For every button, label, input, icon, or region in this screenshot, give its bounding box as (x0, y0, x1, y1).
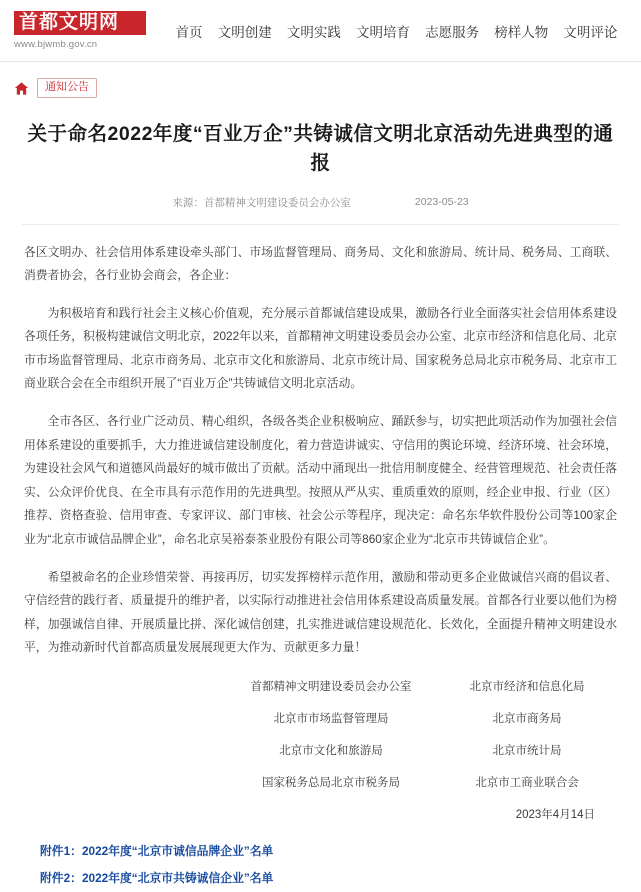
signature-row (24, 774, 611, 790)
signature-row (24, 678, 611, 694)
signature-cell: 北京市经济和信息化局 (469, 681, 585, 693)
nav-item-bangyangrenwu[interactable]: 榜样人物 (494, 24, 549, 40)
signature-cell: 首都精神文明建设委员会办公室 (250, 681, 412, 693)
site-header (0, 0, 641, 62)
nav-item-wenmingpeiyu[interactable]: 文明培育 (355, 24, 410, 40)
attachment-link-1[interactable]: 附件1：2022年度“北京市诚信品牌企业”名单 (40, 844, 274, 858)
page-title: 关于命名2022年度“百业万企”共铸诚信文明北京活动先进典型的通报 (27, 123, 614, 175)
main-nav (146, 15, 631, 47)
signature-cell: 北京市文化和旅游局 (279, 745, 383, 757)
nav-item-wenmingpinglun[interactable]: 文明评论 (563, 24, 618, 40)
signature-cell: 北京市市场监督管理局 (273, 713, 389, 725)
article-date: 2023-05-23 (414, 196, 469, 208)
signature-cell: 北京市商务局 (492, 713, 562, 725)
article-paragraph-2: 全市各区、各行业广泛动员、精心组织，各级各类企业积极响应、踊跃参与，切实把此项活动作为加强社会信用体系建设的重要抓手，大力推进诚信建设制度化，着力营造讲诚实、守信用的舆论环境、经济环境、社会环境，为建设社会风气和道德风尚最好的城市做出了贡献。活动中涌现出一批信用制度健全、经营管理规范、社会责任落实、公众评价优良、在全市具有示范作用的先进典型。按照从严从实、重质重效的原则，经企业申报、行业（区）推荐、资格查验、信用审查、专家评议、部门审核、社会公示等程序，现决定：命名东华软件股份公司等100家企业为“北京市诚信品牌企业”，命名北京吴裕泰茶业股份有限公司等860家企业为“北京市共铸诚信企业”。 (24, 414, 617, 547)
signature-cell: 国家税务总局北京市税务局 (262, 777, 400, 789)
signature-row (24, 710, 611, 726)
attachment-link-2[interactable]: 附件2：2022年度“北京市共铸诚信企业”名单 (40, 871, 274, 886)
breadcrumb (0, 62, 641, 106)
article-meta (0, 195, 641, 210)
article-body (0, 225, 641, 661)
nav-item-wenmingshijian[interactable]: 文明实践 (286, 24, 341, 40)
attachment-list (0, 832, 641, 892)
article-paragraph-0: 各区文明办、社会信用体系建设牵头部门、市场监督管理局、商务局、文化和旅游局、统计局、税务局、工商联、消费者协会，各行业协会商会，各企业： (24, 244, 617, 283)
nav-item-home[interactable]: 首页 (175, 24, 203, 40)
signature-block (0, 674, 641, 822)
logo-text: 首都文明网 (14, 11, 146, 36)
signature-date: 2023年4月14日 (515, 809, 595, 821)
nav-item-wenmingchuangjian[interactable]: 文明创建 (217, 24, 272, 40)
home-icon[interactable] (14, 81, 29, 96)
site-logo[interactable] (14, 11, 146, 51)
nav-item-zhiyuanfuwu[interactable]: 志愿服务 (425, 24, 480, 40)
article-paragraph-3: 希望被命名的企业珍惜荣誉、再接再厉，切实发挥榜样示范作用，激励和带动更多企业做诚信兴商的倡议者、守信经营的践行者、质量提升的维护者，以实际行动推进社会信用体系建设高质量发展。首都各行业要以他们为榜样，加强诚信自律、开展质量比拼、深化诚信创建，扎实推进诚信建设规范化、长效化，全面提升精神文明建设水平，为推动新时代首都高质量发展展现更大作为、贡献更多力量！ (24, 569, 617, 655)
logo-url: www.bjwmb.gov.cn (14, 39, 98, 51)
signature-cell: 北京市统计局 (492, 745, 562, 757)
article-source: 来源：首都精神文明建设委员会办公室 (172, 196, 351, 209)
signature-row (24, 742, 611, 758)
article-paragraph-1: 为积极培育和践行社会主义核心价值观，充分展示首都诚信建设成果，激励各行业全面落实社会信用体系建设各项任务，积极构建诚信文明北京，2022年以来，首都精神文明建设委员会办公室、北京市经济和信息化局、北京市市场监督管理局、北京市商务局、北京市文化和旅游局、北京市统计局、国家税务总局北京市税务局、北京市工商业联合会在全市组织开展了“百业万企”共铸诚信文明北京活动。 (24, 305, 617, 391)
breadcrumb-tag[interactable]: 通知公告 (37, 78, 97, 98)
signature-cell: 北京市工商业联合会 (475, 777, 579, 789)
